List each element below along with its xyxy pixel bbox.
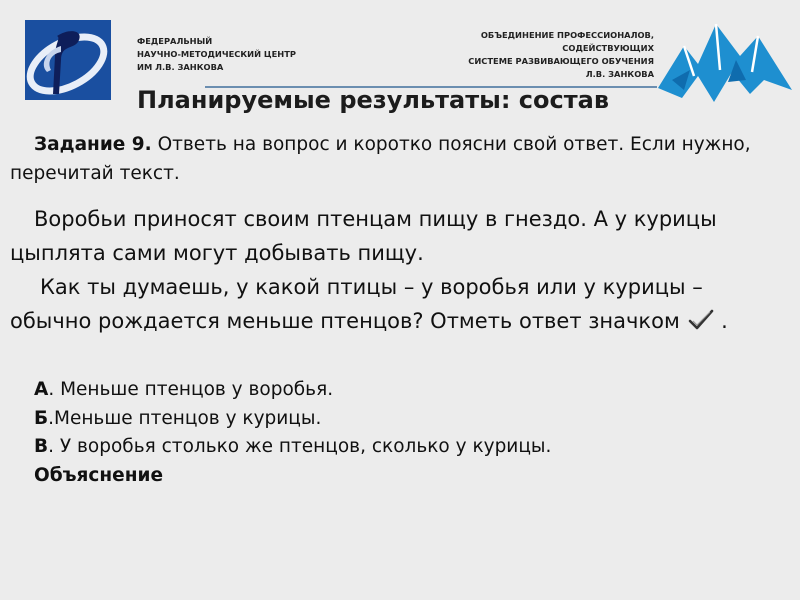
story-question-end: . bbox=[714, 309, 728, 333]
answer-option-a[interactable] bbox=[34, 376, 790, 405]
option-text: . Меньше птенцов у воробья. bbox=[48, 379, 334, 400]
slide-header bbox=[0, 0, 800, 125]
task-label: Задание 9. bbox=[34, 134, 152, 155]
option-letter: В bbox=[34, 436, 49, 457]
org-right-line-3: СИСТЕМЕ РАЗВИВАЮЩЕГО ОБУЧЕНИЯ bbox=[468, 56, 654, 66]
story-paragraph-2 bbox=[10, 270, 790, 338]
slide-title: Планируемые результаты: состав bbox=[137, 86, 610, 114]
option-letter: А bbox=[34, 379, 49, 400]
org-name-right bbox=[394, 29, 654, 81]
slide-content bbox=[10, 130, 790, 490]
checkmark-icon bbox=[687, 309, 715, 331]
story-text bbox=[10, 202, 790, 338]
option-text: .Меньше птенцов у курицы. bbox=[48, 407, 322, 429]
answer-option-c[interactable] bbox=[34, 433, 790, 462]
option-text: . У воробья столько же птенцов, сколько у курицы. bbox=[48, 436, 552, 457]
org-name-left bbox=[137, 35, 347, 74]
org-right-line-2: СОДЕЙСТВУЮЩИХ bbox=[562, 43, 654, 53]
org-left-line-3: ИМ Л.В. ЗАНКОВА bbox=[137, 62, 224, 72]
answer-options bbox=[34, 376, 790, 490]
task-instruction bbox=[10, 130, 790, 188]
story-paragraph-1: Воробьи приносят своим птенцам пищу в гнездо. А у курицы цыплята сами могут добывать пищу. bbox=[10, 207, 717, 265]
org-right-line-4: Л.В. ЗАНКОВА bbox=[585, 69, 654, 79]
task-instruction-text: Ответь на вопрос и коротко поясни свой ответ. Если нужно, перечитай текст. bbox=[10, 134, 751, 184]
zankov-association-logo-icon bbox=[654, 10, 796, 110]
explanation-label: Объяснение bbox=[34, 464, 164, 486]
org-left-line-1: ФЕДЕРАЛЬНЫЙ bbox=[137, 36, 213, 46]
answer-option-b[interactable] bbox=[34, 405, 790, 434]
zankov-center-logo-icon bbox=[17, 16, 117, 106]
story-question-text: Как ты думаешь, у какой птицы – у воробья или у курицы – обычно рождается меньше птенцов? Отметь ответ значком bbox=[10, 275, 703, 333]
org-left-line-2: НАУЧНО-МЕТОДИЧЕСКИЙ ЦЕНТР bbox=[137, 49, 296, 59]
option-letter: Б bbox=[34, 407, 49, 429]
org-right-line-1: ОБЪЕДИНЕНИЕ ПРОФЕССИОНАЛОВ, bbox=[480, 30, 654, 40]
